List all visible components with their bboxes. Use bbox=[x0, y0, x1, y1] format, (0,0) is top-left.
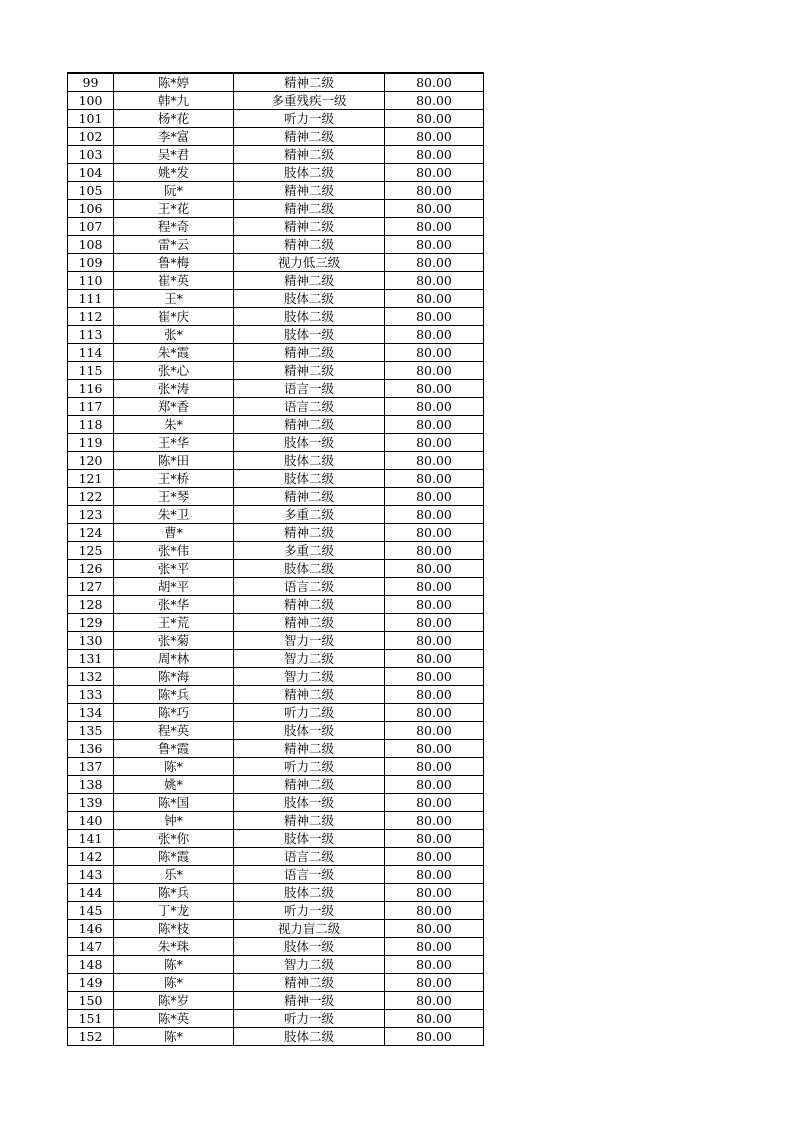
name-cell: 陈*巧 bbox=[114, 704, 234, 722]
disability-level-cell: 听力一级 bbox=[234, 902, 385, 920]
table-row bbox=[68, 614, 484, 632]
amount-cell: 80.00 bbox=[385, 164, 484, 182]
row-number-cell: 122 bbox=[68, 488, 114, 506]
row-number-cell: 134 bbox=[68, 704, 114, 722]
disability-level-cell: 听力一级 bbox=[234, 1010, 385, 1028]
name-cell: 陈*田 bbox=[114, 452, 234, 470]
row-number-cell: 107 bbox=[68, 218, 114, 236]
table-row bbox=[68, 254, 484, 272]
amount-cell: 80.00 bbox=[385, 200, 484, 218]
name-cell: 王*琴 bbox=[114, 488, 234, 506]
disability-level-cell: 听力一级 bbox=[234, 110, 385, 128]
disability-level-cell: 精神二级 bbox=[234, 200, 385, 218]
table-row bbox=[68, 992, 484, 1010]
disability-level-cell: 肢体二级 bbox=[234, 164, 385, 182]
disability-level-cell: 智力二级 bbox=[234, 956, 385, 974]
disability-level-cell: 语言二级 bbox=[234, 578, 385, 596]
amount-cell: 80.00 bbox=[385, 938, 484, 956]
name-cell: 李*富 bbox=[114, 128, 234, 146]
name-cell: 陈*兵 bbox=[114, 884, 234, 902]
name-cell: 王*桥 bbox=[114, 470, 234, 488]
row-number-cell: 99 bbox=[68, 73, 114, 92]
amount-cell: 80.00 bbox=[385, 668, 484, 686]
row-number-cell: 110 bbox=[68, 272, 114, 290]
amount-cell: 80.00 bbox=[385, 524, 484, 542]
disability-level-cell: 精神二级 bbox=[234, 344, 385, 362]
amount-cell: 80.00 bbox=[385, 956, 484, 974]
amount-cell: 80.00 bbox=[385, 146, 484, 164]
disability-level-cell: 多重二级 bbox=[234, 542, 385, 560]
amount-cell: 80.00 bbox=[385, 920, 484, 938]
disability-level-cell: 肢体二级 bbox=[234, 308, 385, 326]
name-cell: 陈*岁 bbox=[114, 992, 234, 1010]
amount-cell: 80.00 bbox=[385, 110, 484, 128]
name-cell: 王*荒 bbox=[114, 614, 234, 632]
disability-level-cell: 精神二级 bbox=[234, 236, 385, 254]
row-number-cell: 108 bbox=[68, 236, 114, 254]
disability-level-cell: 精神二级 bbox=[234, 776, 385, 794]
name-cell: 丁*龙 bbox=[114, 902, 234, 920]
amount-cell: 80.00 bbox=[385, 1028, 484, 1046]
disability-level-cell: 精神二级 bbox=[234, 740, 385, 758]
table-row bbox=[68, 812, 484, 830]
table-row bbox=[68, 488, 484, 506]
disability-level-cell: 肢体二级 bbox=[234, 452, 385, 470]
amount-cell: 80.00 bbox=[385, 686, 484, 704]
disability-level-cell: 精神二级 bbox=[234, 362, 385, 380]
name-cell: 杨*花 bbox=[114, 110, 234, 128]
name-cell: 姚*发 bbox=[114, 164, 234, 182]
row-number-cell: 143 bbox=[68, 866, 114, 884]
row-number-cell: 138 bbox=[68, 776, 114, 794]
row-number-cell: 151 bbox=[68, 1010, 114, 1028]
table-row bbox=[68, 182, 484, 200]
disability-level-cell: 精神二级 bbox=[234, 272, 385, 290]
row-number-cell: 137 bbox=[68, 758, 114, 776]
table-row bbox=[68, 236, 484, 254]
table-row bbox=[68, 146, 484, 164]
amount-cell: 80.00 bbox=[385, 254, 484, 272]
table-row bbox=[68, 524, 484, 542]
table-row bbox=[68, 884, 484, 902]
data-table bbox=[67, 72, 484, 1046]
amount-cell: 80.00 bbox=[385, 704, 484, 722]
row-number-cell: 132 bbox=[68, 668, 114, 686]
disability-level-cell: 精神一级 bbox=[234, 992, 385, 1010]
table-row bbox=[68, 776, 484, 794]
name-cell: 张*菊 bbox=[114, 632, 234, 650]
name-cell: 张* bbox=[114, 326, 234, 344]
table-row bbox=[68, 1028, 484, 1046]
table-row bbox=[68, 434, 484, 452]
amount-cell: 80.00 bbox=[385, 452, 484, 470]
disability-level-cell: 肢体二级 bbox=[234, 470, 385, 488]
table-row bbox=[68, 704, 484, 722]
disability-level-cell: 精神二级 bbox=[234, 524, 385, 542]
row-number-cell: 116 bbox=[68, 380, 114, 398]
amount-cell: 80.00 bbox=[385, 812, 484, 830]
row-number-cell: 117 bbox=[68, 398, 114, 416]
row-number-cell: 119 bbox=[68, 434, 114, 452]
row-number-cell: 111 bbox=[68, 290, 114, 308]
disability-level-cell: 智力二级 bbox=[234, 650, 385, 668]
disability-level-cell: 听力二级 bbox=[234, 758, 385, 776]
amount-cell: 80.00 bbox=[385, 560, 484, 578]
disability-level-cell: 精神二级 bbox=[234, 812, 385, 830]
amount-cell: 80.00 bbox=[385, 236, 484, 254]
name-cell: 阮* bbox=[114, 182, 234, 200]
amount-cell: 80.00 bbox=[385, 92, 484, 110]
name-cell: 张*伟 bbox=[114, 542, 234, 560]
amount-cell: 80.00 bbox=[385, 794, 484, 812]
table-row bbox=[68, 920, 484, 938]
row-number-cell: 133 bbox=[68, 686, 114, 704]
disability-level-cell: 智力二级 bbox=[234, 668, 385, 686]
name-cell: 张*心 bbox=[114, 362, 234, 380]
name-cell: 张*华 bbox=[114, 596, 234, 614]
disability-level-cell: 语言二级 bbox=[234, 848, 385, 866]
amount-cell: 80.00 bbox=[385, 182, 484, 200]
name-cell: 郑*香 bbox=[114, 398, 234, 416]
amount-cell: 80.00 bbox=[385, 344, 484, 362]
table-row bbox=[68, 794, 484, 812]
amount-cell: 80.00 bbox=[385, 416, 484, 434]
disability-level-cell: 智力一级 bbox=[234, 632, 385, 650]
disability-level-cell: 肢体一级 bbox=[234, 830, 385, 848]
table-row bbox=[68, 848, 484, 866]
disability-level-cell: 肢体一级 bbox=[234, 434, 385, 452]
row-number-cell: 135 bbox=[68, 722, 114, 740]
amount-cell: 80.00 bbox=[385, 974, 484, 992]
amount-cell: 80.00 bbox=[385, 776, 484, 794]
name-cell: 吴*君 bbox=[114, 146, 234, 164]
table-row bbox=[68, 73, 484, 92]
amount-cell: 80.00 bbox=[385, 380, 484, 398]
table-row bbox=[68, 902, 484, 920]
table-row bbox=[68, 578, 484, 596]
row-number-cell: 115 bbox=[68, 362, 114, 380]
name-cell: 钟* bbox=[114, 812, 234, 830]
table-row bbox=[68, 308, 484, 326]
row-number-cell: 100 bbox=[68, 92, 114, 110]
amount-cell: 80.00 bbox=[385, 1010, 484, 1028]
amount-cell: 80.00 bbox=[385, 632, 484, 650]
row-number-cell: 142 bbox=[68, 848, 114, 866]
table-row bbox=[68, 380, 484, 398]
table-row bbox=[68, 668, 484, 686]
table-row bbox=[68, 740, 484, 758]
disability-level-cell: 精神二级 bbox=[234, 146, 385, 164]
amount-cell: 80.00 bbox=[385, 542, 484, 560]
amount-cell: 80.00 bbox=[385, 128, 484, 146]
table-row bbox=[68, 632, 484, 650]
disability-level-cell: 精神二级 bbox=[234, 128, 385, 146]
row-number-cell: 141 bbox=[68, 830, 114, 848]
table-row bbox=[68, 1010, 484, 1028]
row-number-cell: 123 bbox=[68, 506, 114, 524]
row-number-cell: 112 bbox=[68, 308, 114, 326]
name-cell: 陈*海 bbox=[114, 668, 234, 686]
disability-level-cell: 语言二级 bbox=[234, 398, 385, 416]
row-number-cell: 149 bbox=[68, 974, 114, 992]
disability-level-cell: 精神二级 bbox=[234, 488, 385, 506]
table-row bbox=[68, 110, 484, 128]
name-cell: 韩*九 bbox=[114, 92, 234, 110]
disability-level-cell: 听力二级 bbox=[234, 704, 385, 722]
name-cell: 陈* bbox=[114, 956, 234, 974]
row-number-cell: 109 bbox=[68, 254, 114, 272]
disability-level-cell: 肢体一级 bbox=[234, 722, 385, 740]
row-number-cell: 113 bbox=[68, 326, 114, 344]
name-cell: 周*林 bbox=[114, 650, 234, 668]
table-row bbox=[68, 164, 484, 182]
row-number-cell: 130 bbox=[68, 632, 114, 650]
row-number-cell: 124 bbox=[68, 524, 114, 542]
table-row bbox=[68, 596, 484, 614]
row-number-cell: 103 bbox=[68, 146, 114, 164]
row-number-cell: 146 bbox=[68, 920, 114, 938]
name-cell: 张*平 bbox=[114, 560, 234, 578]
name-cell: 雷*云 bbox=[114, 236, 234, 254]
disability-level-cell: 视力低三级 bbox=[234, 254, 385, 272]
disability-level-cell: 精神二级 bbox=[234, 73, 385, 92]
amount-cell: 80.00 bbox=[385, 470, 484, 488]
table-row bbox=[68, 956, 484, 974]
row-number-cell: 144 bbox=[68, 884, 114, 902]
amount-cell: 80.00 bbox=[385, 290, 484, 308]
table-row bbox=[68, 470, 484, 488]
amount-cell: 80.00 bbox=[385, 614, 484, 632]
table-row bbox=[68, 866, 484, 884]
amount-cell: 80.00 bbox=[385, 488, 484, 506]
row-number-cell: 150 bbox=[68, 992, 114, 1010]
amount-cell: 80.00 bbox=[385, 506, 484, 524]
table-row bbox=[68, 938, 484, 956]
table-row bbox=[68, 272, 484, 290]
row-number-cell: 148 bbox=[68, 956, 114, 974]
name-cell: 陈* bbox=[114, 1028, 234, 1046]
name-cell: 胡*平 bbox=[114, 578, 234, 596]
amount-cell: 80.00 bbox=[385, 740, 484, 758]
name-cell: 朱* bbox=[114, 416, 234, 434]
disability-level-cell: 精神二级 bbox=[234, 974, 385, 992]
disability-level-cell: 精神二级 bbox=[234, 416, 385, 434]
table-row bbox=[68, 290, 484, 308]
disability-level-cell: 肢体二级 bbox=[234, 290, 385, 308]
name-cell: 崔*庆 bbox=[114, 308, 234, 326]
row-number-cell: 118 bbox=[68, 416, 114, 434]
name-cell: 陈*国 bbox=[114, 794, 234, 812]
amount-cell: 80.00 bbox=[385, 722, 484, 740]
name-cell: 朱*霞 bbox=[114, 344, 234, 362]
disability-level-cell: 精神二级 bbox=[234, 596, 385, 614]
table-row bbox=[68, 542, 484, 560]
row-number-cell: 126 bbox=[68, 560, 114, 578]
table-row bbox=[68, 200, 484, 218]
disability-level-cell: 肢体一级 bbox=[234, 326, 385, 344]
name-cell: 朱*卫 bbox=[114, 506, 234, 524]
row-number-cell: 105 bbox=[68, 182, 114, 200]
disability-level-cell: 视力盲二级 bbox=[234, 920, 385, 938]
amount-cell: 80.00 bbox=[385, 884, 484, 902]
name-cell: 鲁*霞 bbox=[114, 740, 234, 758]
table-row bbox=[68, 92, 484, 110]
row-number-cell: 120 bbox=[68, 452, 114, 470]
row-number-cell: 101 bbox=[68, 110, 114, 128]
name-cell: 朱*珠 bbox=[114, 938, 234, 956]
table-row bbox=[68, 398, 484, 416]
table-row bbox=[68, 722, 484, 740]
amount-cell: 80.00 bbox=[385, 902, 484, 920]
row-number-cell: 140 bbox=[68, 812, 114, 830]
row-number-cell: 129 bbox=[68, 614, 114, 632]
amount-cell: 80.00 bbox=[385, 848, 484, 866]
row-number-cell: 139 bbox=[68, 794, 114, 812]
row-number-cell: 152 bbox=[68, 1028, 114, 1046]
amount-cell: 80.00 bbox=[385, 326, 484, 344]
table-row bbox=[68, 830, 484, 848]
disability-level-cell: 肢体二级 bbox=[234, 884, 385, 902]
name-cell: 陈*枝 bbox=[114, 920, 234, 938]
name-cell: 乐* bbox=[114, 866, 234, 884]
amount-cell: 80.00 bbox=[385, 218, 484, 236]
disability-level-cell: 肢体一级 bbox=[234, 794, 385, 812]
row-number-cell: 104 bbox=[68, 164, 114, 182]
row-number-cell: 128 bbox=[68, 596, 114, 614]
row-number-cell: 102 bbox=[68, 128, 114, 146]
table-row bbox=[68, 560, 484, 578]
amount-cell: 80.00 bbox=[385, 434, 484, 452]
disability-level-cell: 语言一级 bbox=[234, 866, 385, 884]
row-number-cell: 147 bbox=[68, 938, 114, 956]
row-number-cell: 136 bbox=[68, 740, 114, 758]
amount-cell: 80.00 bbox=[385, 992, 484, 1010]
name-cell: 王*花 bbox=[114, 200, 234, 218]
name-cell: 王*华 bbox=[114, 434, 234, 452]
table-body bbox=[68, 73, 484, 1046]
table-row bbox=[68, 452, 484, 470]
amount-cell: 80.00 bbox=[385, 596, 484, 614]
amount-cell: 80.00 bbox=[385, 308, 484, 326]
disability-level-cell: 精神二级 bbox=[234, 614, 385, 632]
name-cell: 陈* bbox=[114, 974, 234, 992]
disability-level-cell: 多重二级 bbox=[234, 506, 385, 524]
row-number-cell: 131 bbox=[68, 650, 114, 668]
amount-cell: 80.00 bbox=[385, 830, 484, 848]
row-number-cell: 106 bbox=[68, 200, 114, 218]
name-cell: 陈*英 bbox=[114, 1010, 234, 1028]
name-cell: 曹* bbox=[114, 524, 234, 542]
amount-cell: 80.00 bbox=[385, 758, 484, 776]
table-row bbox=[68, 650, 484, 668]
disability-level-cell: 肢体二级 bbox=[234, 1028, 385, 1046]
disability-level-cell: 肢体一级 bbox=[234, 938, 385, 956]
row-number-cell: 121 bbox=[68, 470, 114, 488]
amount-cell: 80.00 bbox=[385, 398, 484, 416]
disability-level-cell: 多重残疾一级 bbox=[234, 92, 385, 110]
name-cell: 崔*英 bbox=[114, 272, 234, 290]
name-cell: 陈* bbox=[114, 758, 234, 776]
name-cell: 程*英 bbox=[114, 722, 234, 740]
table-row bbox=[68, 506, 484, 524]
name-cell: 王* bbox=[114, 290, 234, 308]
name-cell: 张*你 bbox=[114, 830, 234, 848]
amount-cell: 80.00 bbox=[385, 866, 484, 884]
table-row bbox=[68, 344, 484, 362]
row-number-cell: 125 bbox=[68, 542, 114, 560]
amount-cell: 80.00 bbox=[385, 578, 484, 596]
disability-level-cell: 肢体二级 bbox=[234, 560, 385, 578]
name-cell: 张*涛 bbox=[114, 380, 234, 398]
name-cell: 姚* bbox=[114, 776, 234, 794]
table-row bbox=[68, 362, 484, 380]
disability-level-cell: 精神二级 bbox=[234, 686, 385, 704]
disability-level-cell: 语言一级 bbox=[234, 380, 385, 398]
disability-level-cell: 精神二级 bbox=[234, 218, 385, 236]
disability-level-cell: 精神二级 bbox=[234, 182, 385, 200]
table-row bbox=[68, 326, 484, 344]
amount-cell: 80.00 bbox=[385, 272, 484, 290]
table-row bbox=[68, 974, 484, 992]
name-cell: 陈*婷 bbox=[114, 73, 234, 92]
row-number-cell: 127 bbox=[68, 578, 114, 596]
name-cell: 陈*霞 bbox=[114, 848, 234, 866]
amount-cell: 80.00 bbox=[385, 362, 484, 380]
name-cell: 程*奇 bbox=[114, 218, 234, 236]
row-number-cell: 114 bbox=[68, 344, 114, 362]
table-row bbox=[68, 758, 484, 776]
table-row bbox=[68, 416, 484, 434]
amount-cell: 80.00 bbox=[385, 73, 484, 92]
name-cell: 鲁*梅 bbox=[114, 254, 234, 272]
amount-cell: 80.00 bbox=[385, 650, 484, 668]
table-row bbox=[68, 128, 484, 146]
name-cell: 陈*兵 bbox=[114, 686, 234, 704]
table-row bbox=[68, 686, 484, 704]
row-number-cell: 145 bbox=[68, 902, 114, 920]
table-row bbox=[68, 218, 484, 236]
